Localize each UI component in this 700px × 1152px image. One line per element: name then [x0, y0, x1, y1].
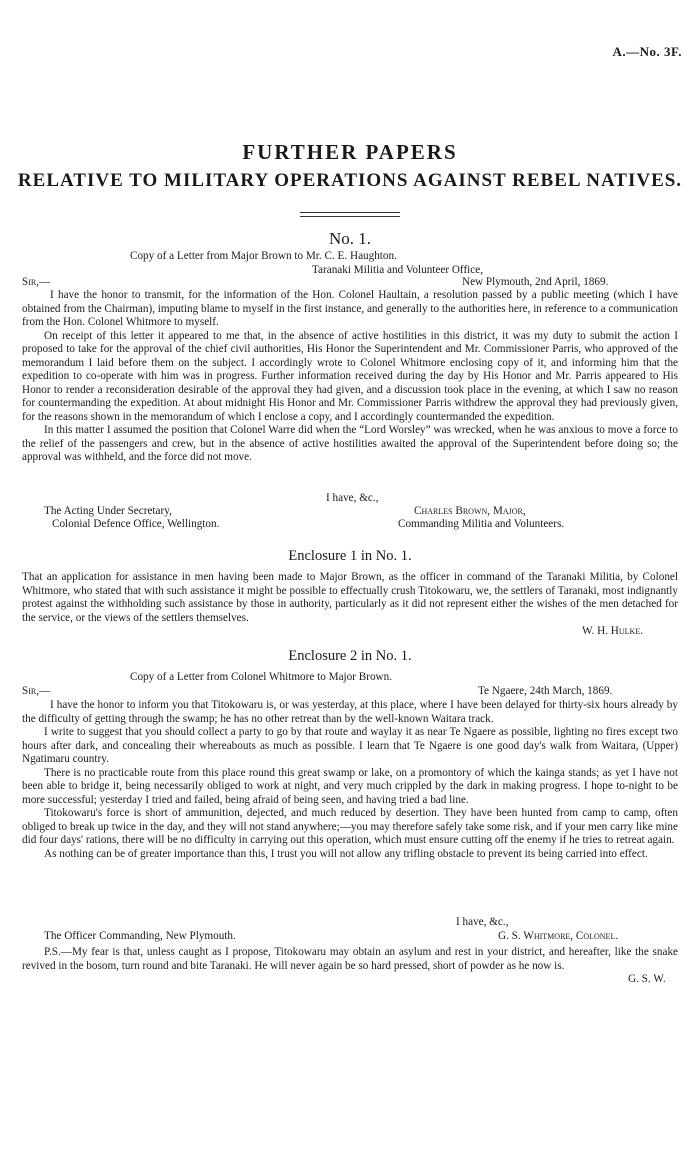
- enc2-paragraph: I write to suggest that you should collect a party to go by that route and waylay it as near Te Ngaere as possible, lighting no fires except two hours after dark, and concealing their whereabouts as much as possible. I learn that Te Ngaere is one good day's walk from Waitara, (Upper) Ngatimaru country.: [22, 726, 678, 765]
- title-rule-top: [300, 212, 400, 213]
- enc2-signer: G. S. Whitmore, Colonel.: [498, 930, 619, 942]
- enc2-salutation: Sir,—: [22, 685, 51, 697]
- enc2-paragraph: Titokowaru's force is short of ammunition, dejected, and much reduced by desertion. They have been hunted from camp to camp, often obliged to break up twice in the day, and they will not stand anywhere;—you may therefore safely take some risk, and if your men carry like mine did four days' rations, there will be no difficulty in carrying out this operation, which must ensure cutting off the enemy if he tries to retreat again.: [22, 807, 678, 846]
- title-rule-bottom: [300, 216, 400, 217]
- no1-signer-title: Commanding Militia and Volunteers.: [398, 518, 565, 530]
- enc1-heading: Enclosure 1 in No. 1.: [288, 548, 412, 564]
- enc2-subheading: Copy of a Letter from Colonel Whitmore to Major Brown.: [130, 671, 393, 683]
- title-line-2: RELATIVE TO MILITARY OPERATIONS AGAINST REBEL NATIVES.: [17, 170, 683, 191]
- enc2-postscript: P.S.—My fear is that, unless caught as I propose, Titokowaru may obtain an asylum and rest in your district, and hereafter, like the snake revived in the bosom, turn round and bite Taranaki. He will never again be so hard pressed, short of powder as he now is.: [22, 946, 678, 972]
- enc1-signature: W. H. Hulke.: [582, 625, 644, 637]
- enc2-addressee: The Officer Commanding, New Plymouth.: [44, 930, 236, 942]
- enc2-closing: I have, &c.,: [456, 916, 509, 928]
- enc2-heading: Enclosure 2 in No. 1.: [288, 648, 412, 664]
- no1-paragraph: I have the honor to transmit, for the information of the Hon. Colonel Haultain, a resolution passed by a public meeting (which I have obtained from the Chairman), imputing blame to myself in the first instance, and generally to the authorities here, in reference to a communication from the Hon. Colonel Whitmore to myself.: [22, 289, 678, 328]
- enc2-paragraph: I have the honor to inform you that Titokowaru is, or was yesterday, at this place, where I have been delayed for thirty-six hours already by the difficulty of getting through the swamp; he has no other retreat than by the well-known Waitara track.: [22, 699, 678, 725]
- no1-subheading: Copy of a Letter from Major Brown to Mr. C. E. Haughton.: [130, 250, 397, 262]
- enc2-paragraph: There is no practicable route from this place round this great swamp or lake, on a promontory of which the kainga stands; as yet I have not been able to bridge it, being necessarily obliged to work at night, and very much crippled by the dark in making progress. I hope to-night to be more successful; yesterday I tried and failed, being afraid of being seen, and having tried a bad line.: [22, 766, 678, 806]
- no1-signer-name: Charles Brown, Major,: [414, 505, 526, 517]
- enc1-paragraph: That an application for assistance in men having been made to Major Brown, as the officer in command of the Taranaki Militia, by Colonel Whitmore, who stated that with such assistance it might be possible to effectually crush Titokowaru, we, the settlers of Taranaki, most indignantly protest against the withholding such assistance by those in authority, particularly as it did not represent either the wishes of the men detached for the service, or the views of the settlers themselves.: [22, 571, 678, 624]
- enc2-postscript-block: [22, 946, 678, 973]
- enc2-ps-initials: G. S. W.: [628, 973, 666, 985]
- no1-addressee-2: Colonial Defence Office, Wellington.: [52, 518, 220, 530]
- enc1-body: [22, 571, 678, 625]
- no1-heading: No. 1.: [328, 229, 372, 248]
- title-line-1: FURTHER PAPERS: [242, 140, 458, 164]
- enc2-letter-body: [22, 699, 678, 861]
- enc2-date: Te Ngaere, 24th March, 1869.: [478, 685, 613, 697]
- no1-addressee-1: The Acting Under Secretary,: [44, 505, 172, 517]
- no1-salutation: Sir,—: [22, 276, 51, 288]
- no1-closing: I have, &c.,: [326, 492, 379, 504]
- no1-date: New Plymouth, 2nd April, 1869.: [462, 276, 609, 288]
- enc2-paragraph: As nothing can be of greater importance than this, I trust you will not allow any trifling obstacle to prevent its being carried into effect.: [44, 847, 648, 860]
- document-reference: A.—No. 3F.: [612, 44, 682, 59]
- no1-paragraph: In this matter I assumed the position that Colonel Warre did when the “Lord Worsley” was wrecked, when he was anxious to move a force to the relief of the passengers and crew, but in the absence of active hostilities awaited the approval of the Superintendent before doing so; the approval was withheld, and the force did not move.: [22, 424, 678, 463]
- no1-letter-body: [22, 289, 678, 465]
- no1-paragraph: On receipt of this letter it appeared to me that, in the absence of active hostilities in this district, it was my duty to submit the action I proposed to take for the approval of the chief civil authorities, His Honor the Superintendent and Mr. Commissioner Parris, who approved of the memorandum I laid before them on the subject. I accordingly wrote to Colonel Whitmore enclosing copy of it, and informing him that the expedition to co-operate with him was in progress. Further information received during the day by His Honor and Mr. Parris appeared to His Honor to render a reconsideration desirable of the approval they had given, and a discussion took place in the evening, at which I saw no reason for countermanding the expedition. At about midnight His Honor and Mr. Commissioner Parris withdrew the approval they had previously given, for the reasons shown in the memorandum of which I enclose a copy, and I accordingly countermanded the expedition.: [22, 329, 678, 423]
- no1-address: Taranaki Militia and Volunteer Office,: [312, 264, 484, 276]
